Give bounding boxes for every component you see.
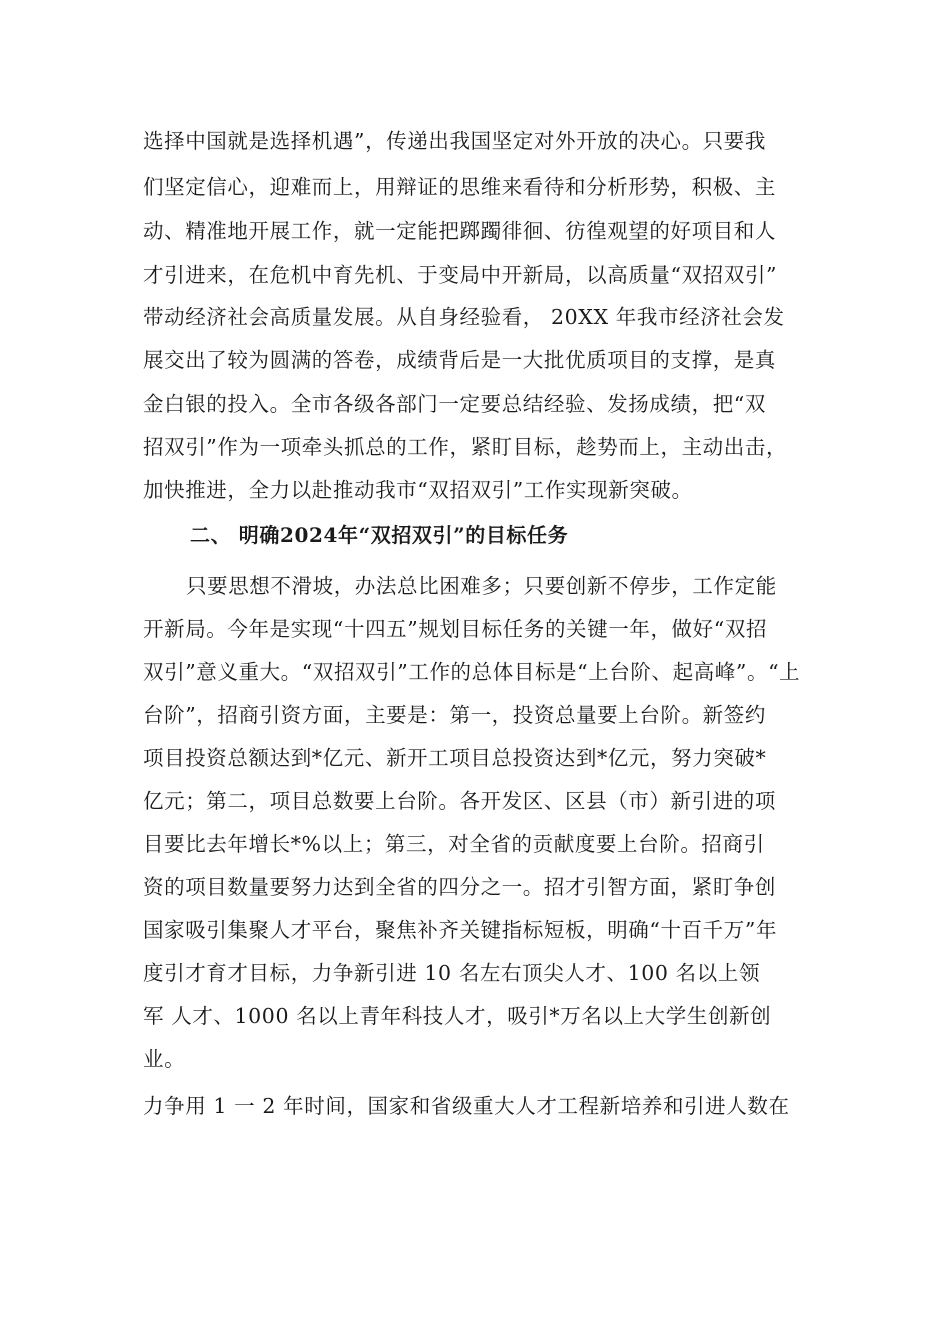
paragraph-line: 动、精准地开展工作，就一定能把踯躅徘徊、彷徨观望的好项目和人 — [143, 219, 776, 243]
paragraph-line: 度引才育才目标，力争新引进 10 名左右顶尖人才、100 名以上领 — [143, 961, 761, 985]
paragraph-line: 力争用 1 一 2 年时间，国家和省级重大人才工程新培养和引进人数在 — [143, 1094, 790, 1118]
section-heading: 二、 明确2024年“双招双引”的目标任务 — [190, 523, 569, 547]
paragraph-line: 选择中国就是选择机遇”，传递出我国坚定对外开放的决心。只要我 — [143, 129, 766, 153]
paragraph-line: 目要比去年增长*%以上；第三，对全省的贡献度要上台阶。招商引 — [143, 832, 765, 856]
paragraph-line: 加快推进，全力以赴推动我市“双招双引”工作实现新突破。 — [143, 478, 693, 502]
paragraph-line: 开新局。今年是实现“十四五”规划目标任务的关键一年，做好“双招 — [143, 617, 768, 641]
paragraph-line: 招双引”作为一项牵头抓总的工作，紧盯目标，趁势而上，主动出击， — [143, 435, 788, 459]
paragraph-line: 带动经济社会高质量发展。从自身经验看， 20XX 年我市经济社会发 — [143, 305, 785, 329]
paragraph-line: 才引进来，在危机中育先机、于变局中开新局，以高质量“双招双引” — [143, 263, 778, 287]
paragraph-line: 台阶”，招商引资方面，主要是：第一，投资总量要上台阶。新签约 — [143, 703, 766, 727]
paragraph-line: 双引”意义重大。“双招双引”工作的总体目标是“上台阶、起高峰”。“上 — [143, 660, 801, 684]
paragraph-line: 只要思想不滑坡，办法总比困难多；只要创新不停步，工作定能 — [186, 574, 777, 598]
paragraph-line: 国家吸引集聚人才平台，聚焦补齐关键指标短板，明确“十百千万”年 — [143, 918, 778, 942]
paragraph-line: 项目投资总额达到*亿元、新开工项目总投资达到*亿元，努力突破* — [143, 746, 767, 770]
paragraph-line: 展交出了较为圆满的答卷，成绩背后是一大批优质项目的支撑，是真 — [143, 348, 776, 372]
paragraph-line: 业。 — [143, 1047, 186, 1071]
paragraph-line: 资的项目数量要努力达到全省的四分之一。招才引智方面，紧盯争创 — [143, 875, 776, 899]
paragraph-line: 金白银的投入。全市各级各部门一定要总结经验、发扬成绩，把“双 — [143, 392, 766, 416]
paragraph-line: 军 人才、1000 名以上青年科技人才，吸引*万名以上大学生创新创 — [143, 1004, 772, 1028]
paragraph-line: 们坚定信心，迎难而上，用辩证的思维来看待和分析形势，积极、主 — [143, 175, 776, 199]
paragraph-line: 亿元；第二，项目总数要上台阶。各开发区、区县（市）新引进的项 — [143, 789, 776, 813]
